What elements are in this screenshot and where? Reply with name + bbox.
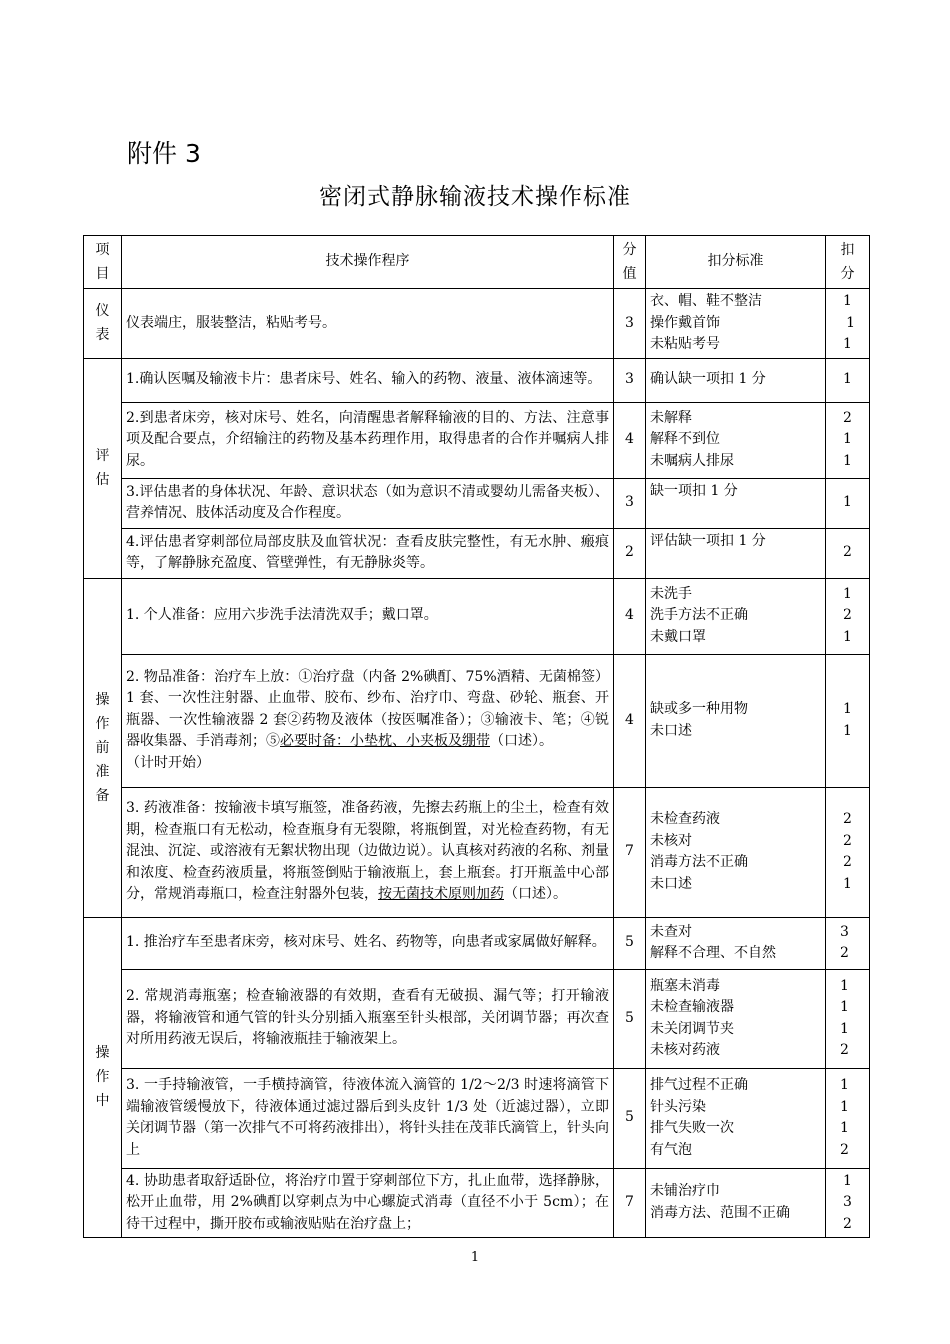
table-header-row: [84, 236, 870, 289]
criteria-cell: 缺一项扣 1 分: [646, 478, 826, 528]
deduction-cell: 1: [826, 358, 870, 402]
underlined-text: 必要时备：小垫枕、小夹板及绷带: [280, 733, 490, 750]
deduction-cell: 1 2 1: [826, 578, 870, 654]
deduction-cell: 2 2 2 1: [826, 787, 870, 917]
section-prep: 操作前准备: [84, 578, 122, 917]
deduction-cell: 1: [826, 478, 870, 528]
procedure-cell: 1. 个人准备：应用六步洗手法清洗双手；戴口罩。: [122, 578, 614, 654]
criteria-cell: 评估缺一项扣 1 分: [646, 528, 826, 578]
table-row: [84, 578, 870, 654]
deduction-cell: 1 1 1 2: [826, 1068, 870, 1168]
criteria-cell: 瓶塞未消毒 未检查输液器 未关闭调节夹 未核对药液: [646, 969, 826, 1068]
criteria-cell: 衣、帽、鞋不整洁 操作戴首饰 未粘贴考号: [646, 289, 826, 359]
score-cell: 3: [614, 478, 646, 528]
criteria-cell: 未查对 解释不合理、不自然: [646, 917, 826, 969]
criteria-cell: 确认缺一项扣 1 分: [646, 358, 826, 402]
procedure-cell: 3. 一手持输液管，一手横持滴管，待液体流入滴管的 1/2～2/3 时速将滴管下端输液管缓慢放下，待液体通过滤过器后到头皮针 1/3 处（近滤过器），立即关闭调节器（第一次排气不可将药液排出），将针头挂在茂菲氏滴管上，针头向上: [122, 1068, 614, 1168]
procedure-cell: 4.评估患者穿刺部位局部皮肤及血管状况：查看皮肤完整性，有无水肿、瘢痕等，了解静脉充盈度、管壁弹性，有无静脉炎等。: [122, 528, 614, 578]
underlined-text: 按无菌技术原则加药: [378, 886, 504, 903]
score-cell: 5: [614, 1068, 646, 1168]
table-row: [84, 969, 870, 1068]
procedure-cell: 1. 推治疗车至患者床旁，核对床号、姓名、药物等，向患者或家属做好解释。: [122, 917, 614, 969]
criteria-cell: 排气过程不正确 针头污染 排气失败一次 有气泡: [646, 1068, 826, 1168]
criteria-cell: 未铺治疗巾 消毒方法、范围不正确: [646, 1168, 826, 1238]
procedure-cell: 2. 物品准备：治疗车上放：①治疗盘（内备 2%碘酊、75%酒精、无菌棉签）1 套、一次性注射器、止血带、胶布、纱布、治疗巾、弯盘、砂轮、瓶套、开瓶器、一次性输液器 2 套②药物及液体（按医嘱准备）；③输液卡、笔；④锐器收集器、手消毒剂；⑤必要时备：小垫枕、小夹板及绷带（口述）。 （计时开始）: [122, 654, 614, 787]
procedure-cell: 仪表端庄，服装整洁，粘贴考号。: [122, 289, 614, 359]
document-title: 密闭式静脉输液技术操作标准: [319, 184, 631, 210]
table-row: [84, 402, 870, 478]
procedure-cell: 3.评估患者的身体状况、年龄、意识状态（如为意识不清或婴幼儿需备夹板）、营养情况、肢体活动度及合作程度。: [122, 478, 614, 528]
table-row: [84, 917, 870, 969]
header-item: 项目: [84, 236, 122, 289]
table-row: [84, 289, 870, 359]
criteria-cell: 未解释 解释不到位 未嘱病人排尿: [646, 402, 826, 478]
deduction-cell: 1 1: [826, 654, 870, 787]
score-cell: 5: [614, 969, 646, 1068]
header-deduction: 扣分: [826, 236, 870, 289]
attachment-label: 附件 3: [127, 139, 201, 168]
procedure-cell: 3. 药液准备：按输液卡填写瓶签，准备药液，先擦去药瓶上的尘土，检查有效期，检查瓶口有无松动，检查瓶身有无裂隙，将瓶倒置，对光检查药物，有无混浊、沉淀、或溶液有无絮状物出现（边做边说）。认真核对药液的名称、剂量和浓度、检查药液质量，将瓶签倒贴于输液瓶上，套上瓶套。打开瓶盖中心部分，常规消毒瓶口，检查注射器外包装，按无菌技术原则加药（口述）。: [122, 787, 614, 917]
score-cell: 3: [614, 358, 646, 402]
table-row: [84, 654, 870, 787]
score-cell: 4: [614, 402, 646, 478]
header-procedure: 技术操作程序: [122, 236, 614, 289]
table-row: [84, 358, 870, 402]
table-row: [84, 478, 870, 528]
score-cell: 7: [614, 1168, 646, 1238]
criteria-cell: 未洗手 洗手方法不正确 未戴口罩: [646, 578, 826, 654]
section-appearance: 仪表: [84, 289, 122, 359]
procedure-cell: 2.到患者床旁，核对床号、姓名，向清醒患者解释输液的目的、方法、注意事项及配合要点，介绍输注的药物及基本药理作用，取得患者的合作并嘱病人排尿。: [122, 402, 614, 478]
deduction-cell: 3 2: [826, 917, 870, 969]
score-cell: 7: [614, 787, 646, 917]
score-cell: 3: [614, 289, 646, 359]
section-during: 操作中: [84, 917, 122, 1238]
deduction-cell: 2: [826, 528, 870, 578]
score-cell: 5: [614, 917, 646, 969]
deduction-cell: 1 1 1: [826, 289, 870, 359]
deduction-cell: 1 3 2: [826, 1168, 870, 1238]
header-criteria: 扣分标准: [646, 236, 826, 289]
table-row: [84, 787, 870, 917]
score-cell: 2: [614, 528, 646, 578]
standard-table: [83, 235, 870, 1238]
header-score: 分值: [614, 236, 646, 289]
deduction-cell: 2 1 1: [826, 402, 870, 478]
criteria-cell: 缺或多一种用物 未口述: [646, 654, 826, 787]
procedure-cell: 2. 常规消毒瓶塞；检查输液器的有效期，查看有无破损、漏气等；打开输液器，将输液管和通气管的针头分别插入瓶塞至针头根部，关闭调节器；再次查对所用药液无误后，将输液瓶挂于输液架上。: [122, 969, 614, 1068]
table-row: [84, 1168, 870, 1238]
table-row: [84, 1068, 870, 1168]
score-cell: 4: [614, 578, 646, 654]
section-assess: 评估: [84, 358, 122, 578]
table-row: [84, 528, 870, 578]
deduction-cell: 1 1 1 2: [826, 969, 870, 1068]
page-number: 1: [470, 1250, 480, 1265]
procedure-cell: 4. 协助患者取舒适卧位，将治疗巾置于穿刺部位下方，扎止血带，选择静脉，松开止血带，用 2%碘酊以穿刺点为中心螺旋式消毒（直径不小于 5cm）；在待干过程中，撕开胶布或输液贴贴在治疗盘上；: [122, 1168, 614, 1238]
procedure-cell: 1.确认医嘱及输液卡片：患者床号、姓名、输入的药物、液量、液体滴速等。: [122, 358, 614, 402]
score-cell: 4: [614, 654, 646, 787]
criteria-cell: 未检查药液 未核对 消毒方法不正确 未口述: [646, 787, 826, 917]
